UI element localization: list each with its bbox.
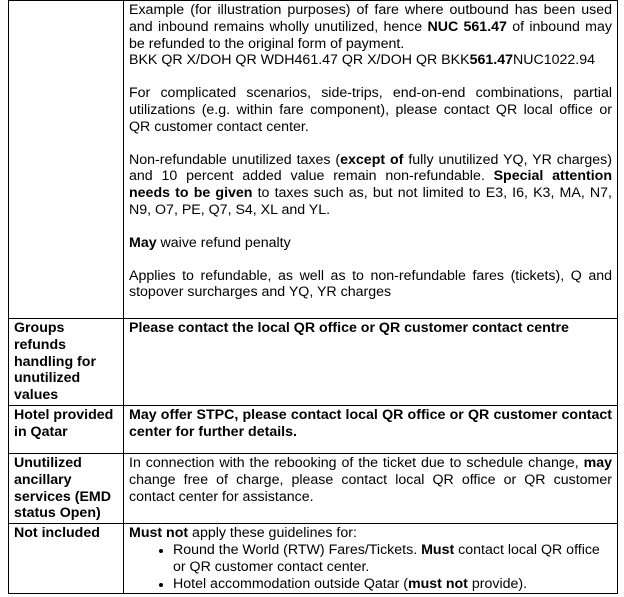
text-run: to taxes such as, but not limited to E3, I6, K3, MA, N7, N9, O7, PE, Q7, S4, XL and YL.: [129, 185, 612, 218]
fare-calc-amount: 561.47: [469, 52, 513, 69]
row-content: [124, 453, 618, 523]
refund-guidelines-table: [8, 0, 618, 594]
bold-text: except of: [340, 151, 404, 168]
text-run: fully unutilized YQ, YR charges) and 10 percent added value remain non-refundable.: [129, 151, 612, 185]
list-item: [173, 576, 612, 593]
fare-calc-line: BKK QR X/DOH QR WDH461.47 QR X/DOH QR BKK: [129, 52, 470, 69]
row-label: Not included: [9, 524, 124, 594]
bold-text: Must: [421, 541, 455, 558]
applies-paragraph: Applies to refundable, as well as to non-refundable fares (tickets), Q and stopover surcharges and YQ, YR charges: [129, 267, 612, 301]
table-row: [9, 524, 618, 594]
complicated-scenarios-paragraph: For complicated scenarios, side-trips, end-on-end combinations, partial utilizations (e.g. within fare component), please contact QR local office or QR customer contact center.: [129, 85, 612, 135]
refund-details-cell: [124, 1, 618, 319]
row-content: [124, 524, 618, 594]
row-label: Groups refunds handling for unutilized values: [9, 319, 124, 406]
fare-example-paragraph: [129, 2, 612, 69]
bold-text: Must not: [129, 525, 189, 542]
bold-text: Special attention needs to be given: [129, 168, 612, 202]
bold-text: may: [583, 454, 612, 471]
text-run: Round the World (RTW) Fares/Tickets.: [173, 541, 422, 558]
fare-calc-total: NUC1022.94: [512, 52, 596, 69]
document-page: [8, 0, 618, 594]
waive-penalty-paragraph: [129, 235, 612, 252]
text-run: change free of charge, please contact local QR office or QR customer contact center for assistance.: [129, 471, 612, 505]
row-label: Unutilized ancillary services (EMD status Open): [9, 453, 124, 523]
bold-text: May: [129, 234, 157, 251]
table-row: [9, 453, 618, 523]
text-run: Non-refundable unutilized taxes (: [129, 151, 341, 168]
text-run: In connection with the rebooking of the ticket due to schedule change,: [129, 454, 584, 471]
table-row: [9, 405, 618, 453]
exclusion-list: [129, 542, 612, 592]
row-content: [124, 319, 618, 406]
text-run: contact local QR office or QR customer contact center.: [173, 541, 600, 575]
row-content: [124, 405, 618, 453]
text-run: Example (for illustration purposes) of fare where outbound has been used and inbound remains wholly unutilized, hence: [129, 2, 612, 35]
text-run: waive refund penalty: [156, 234, 291, 251]
text-run: apply these guidelines for:: [188, 525, 357, 542]
list-item: [173, 542, 612, 576]
nuc-amount: NUC 561.47: [427, 18, 507, 35]
bold-text: May offer STPC, please contact local QR office or QR customer contact center for further details.: [129, 406, 612, 440]
table-row: [9, 1, 618, 319]
bold-text: must not: [408, 575, 468, 592]
table-row: [9, 319, 618, 406]
text-run: Hotel accommodation outside Qatar (: [173, 575, 408, 592]
text-run: provide).: [467, 575, 528, 592]
bold-text: Please contact the local QR office or QR customer contact centre: [129, 320, 569, 336]
row-label: Hotel provided in Qatar: [9, 405, 124, 453]
empty-label-cell: [9, 1, 124, 319]
text-run: of inbound may be refunded to the original form of payment.: [129, 18, 612, 52]
taxes-paragraph: [129, 152, 612, 219]
not-included-intro: [129, 525, 612, 542]
